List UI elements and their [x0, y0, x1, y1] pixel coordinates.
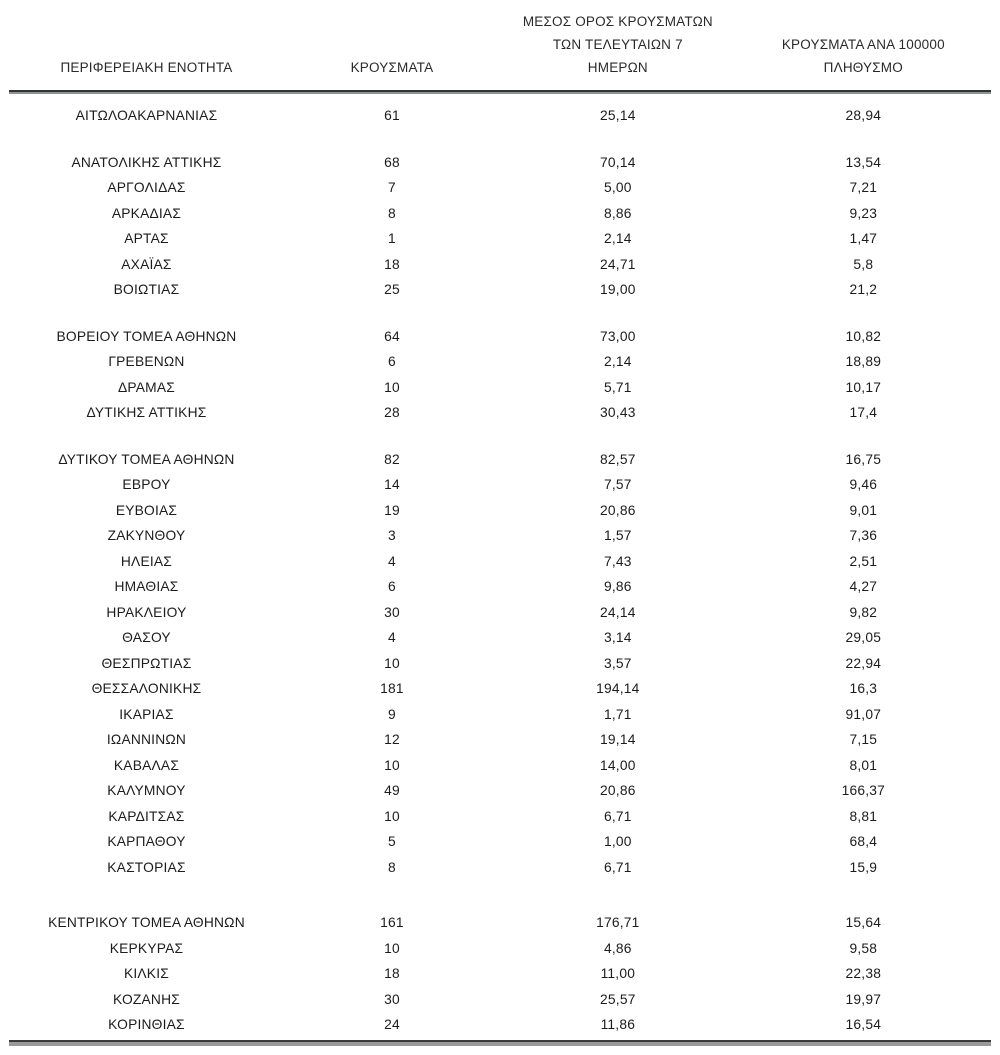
- cell-region: ΔΡΑΜΑΣ: [117, 379, 175, 395]
- cell-region: ΖΑΚΥΝΘΟΥ: [107, 528, 186, 543]
- cell-region: ΑΧΑΪΑΣ: [121, 256, 172, 272]
- cell-cases: 6: [388, 579, 396, 594]
- table-row: [9, 829, 991, 855]
- cell-cases: 5: [388, 834, 396, 849]
- cell-per100k: 68,4: [849, 834, 878, 849]
- cell-cases: 18: [384, 256, 400, 272]
- cell-region: ΔΥΤΙΚΟΥ ΤΟΜΕΑ ΑΘΗΝΩΝ: [58, 451, 235, 467]
- header-cases-line: ΚΡΟΥΣΜΑΤΑ: [350, 60, 434, 75]
- table-row: [9, 150, 991, 176]
- header-region-line: ΠΕΡΙΦΕΡΕΙΑΚΗ ΕΝΟΤΗΤΑ: [60, 60, 233, 75]
- cell-per100k: 1,47: [849, 231, 878, 246]
- group-gap: [9, 880, 991, 910]
- cell-avg7: 6,71: [603, 808, 632, 824]
- cell-region: ΚΑΒΑΛΑΣ: [113, 757, 180, 773]
- cell-cases: 8: [388, 205, 396, 221]
- cell-per100k: 22,38: [845, 966, 882, 981]
- cell-avg7: 9,86: [603, 579, 632, 594]
- cell-avg7: 7,43: [603, 553, 632, 569]
- cell-per100k: 28,94: [845, 108, 882, 123]
- table-row: [9, 201, 991, 227]
- cell-cases: 49: [384, 783, 400, 798]
- cell-avg7: 24,71: [600, 256, 636, 272]
- cell-avg7: 4,86: [603, 940, 632, 956]
- cell-region: ΑΡΤΑΣ: [124, 231, 169, 246]
- table-row: [9, 987, 991, 1013]
- cell-avg7: 1,00: [603, 834, 632, 849]
- cell-avg7: 20,86: [600, 783, 636, 798]
- table-row: [9, 651, 991, 677]
- table-row: [9, 936, 991, 962]
- cell-per100k: 15,9: [849, 859, 878, 875]
- cell-avg7: 1,57: [603, 528, 632, 543]
- cell-avg7: 5,71: [603, 379, 632, 395]
- header-region: [9, 56, 284, 79]
- group-gap: [9, 303, 991, 324]
- cell-region: ΑΡΚΑΔΙΑΣ: [111, 205, 182, 221]
- header-avg7: [500, 10, 736, 79]
- cell-region: ΘΑΣΟΥ: [122, 630, 171, 645]
- cell-cases: 9: [388, 706, 396, 722]
- cell-per100k: 9,58: [849, 940, 878, 956]
- table-row: [9, 1012, 991, 1038]
- cell-per100k: 16,75: [845, 451, 882, 467]
- header-avg7-line2: ΤΩΝ ΤΕΛΕΥΤΑΙΩΝ 7: [552, 37, 683, 52]
- cell-cases: 7: [388, 180, 396, 195]
- cell-per100k: 7,15: [849, 732, 878, 747]
- cell-region: ΚΙΛΚΙΣ: [123, 966, 169, 981]
- cell-region: ΕΥΒΟΙΑΣ: [115, 502, 178, 518]
- cell-per100k: 16,54: [845, 1017, 882, 1032]
- cell-avg7: 19,14: [600, 732, 636, 747]
- cell-cases: 8: [388, 859, 396, 875]
- cell-per100k: 2,51: [849, 553, 878, 569]
- cell-region: ΚΑΣΤΟΡΙΑΣ: [107, 859, 186, 875]
- cell-cases: 10: [384, 940, 400, 956]
- cell-region: ΙΚΑΡΙΑΣ: [119, 706, 174, 722]
- cell-avg7: 30,43: [600, 405, 636, 420]
- cell-region: ΚΟΖΑΝΗΣ: [112, 991, 180, 1007]
- table-row: [9, 574, 991, 600]
- cell-avg7: 73,00: [600, 328, 636, 344]
- cell-region: ΑΝΑΤΟΛΙΚΗΣ ΑΤΤΙΚΗΣ: [71, 154, 222, 170]
- cell-avg7: 25,14: [600, 108, 636, 123]
- cell-avg7: 2,14: [603, 354, 632, 369]
- cell-avg7: 11,86: [600, 1017, 636, 1032]
- cell-per100k: 10,17: [845, 379, 882, 395]
- cell-cases: 10: [384, 808, 400, 824]
- table-row: [9, 252, 991, 278]
- cell-per100k: 18,89: [845, 354, 882, 369]
- cell-per100k: 10,82: [845, 328, 882, 344]
- cell-cases: 24: [384, 1017, 400, 1032]
- cell-cases: 30: [384, 991, 400, 1007]
- table-row: [9, 676, 991, 702]
- cell-cases: 19: [384, 502, 400, 518]
- table-row: [9, 103, 991, 129]
- header-per100k: [736, 33, 991, 79]
- cell-avg7: 2,14: [603, 231, 632, 246]
- cell-avg7: 70,14: [600, 154, 636, 170]
- cell-per100k: 22,94: [845, 655, 882, 671]
- cell-region: ΕΒΡΟΥ: [122, 477, 171, 492]
- header-cases: [284, 56, 500, 79]
- group-gap: [9, 129, 991, 150]
- cell-avg7: 194,14: [596, 681, 640, 696]
- table-row: [9, 961, 991, 987]
- cell-cases: 68: [384, 154, 400, 170]
- table-body: [9, 94, 991, 1038]
- cell-cases: 10: [384, 655, 400, 671]
- cell-avg7: 19,00: [600, 282, 636, 297]
- cell-cases: 10: [384, 757, 400, 773]
- cell-cases: 3: [388, 528, 396, 543]
- cell-per100k: 13,54: [845, 154, 882, 170]
- cell-cases: 12: [384, 732, 400, 747]
- cell-per100k: 21,2: [849, 282, 878, 297]
- cell-region: ΒΟΡΕΙΟΥ ΤΟΜΕΑ ΑΘΗΝΩΝ: [56, 328, 237, 344]
- cell-avg7: 8,86: [603, 205, 632, 221]
- cell-region: ΗΜΑΘΙΑΣ: [114, 579, 179, 594]
- table-row: [9, 753, 991, 779]
- cell-region: ΓΡΕΒΕΝΩΝ: [108, 354, 185, 369]
- cell-cases: 25: [384, 282, 400, 297]
- header-per100k-line2: ΠΛΗΘΥΣΜΟ: [823, 60, 903, 75]
- table-header-row: [9, 10, 991, 90]
- cell-per100k: 9,46: [849, 477, 878, 492]
- cell-per100k: 29,05: [845, 630, 882, 645]
- table-row: [9, 324, 991, 350]
- cell-region: ΙΩΑΝΝΙΝΩΝ: [106, 732, 187, 747]
- cell-avg7: 14,00: [600, 757, 636, 773]
- cell-per100k: 5,8: [853, 256, 874, 272]
- table-row: [9, 175, 991, 201]
- cell-cases: 28: [384, 405, 400, 420]
- cell-avg7: 82,57: [600, 451, 636, 467]
- table-row: [9, 804, 991, 830]
- table-row: [9, 600, 991, 626]
- cell-cases: 4: [388, 553, 396, 569]
- cell-per100k: 9,23: [849, 205, 878, 221]
- table-row: [9, 910, 991, 936]
- footer-rule: [9, 1040, 991, 1046]
- table-row: [9, 447, 991, 473]
- cell-cases: 4: [388, 630, 396, 645]
- cell-region: ΗΡΑΚΛΕΙΟΥ: [106, 604, 187, 620]
- table-row: [9, 349, 991, 375]
- cell-region: ΑΙΤΩΛΟΑΚΑΡΝΑΝΙΑΣ: [75, 108, 218, 123]
- group-gap: [9, 426, 991, 447]
- cell-cases: 82: [384, 451, 400, 467]
- cell-per100k: 17,4: [849, 405, 878, 420]
- table-row: [9, 226, 991, 252]
- cell-region: ΒΟΙΩΤΙΑΣ: [113, 282, 180, 297]
- cell-avg7: 24,14: [600, 604, 636, 620]
- cell-avg7: 20,86: [600, 502, 636, 518]
- cell-avg7: 3,57: [603, 655, 632, 671]
- cell-region: ΑΡΓΟΛΙΔΑΣ: [107, 180, 186, 195]
- cell-region: ΘΕΣΠΡΩΤΙΑΣ: [101, 655, 192, 671]
- cell-avg7: 5,00: [603, 180, 632, 195]
- cell-cases: 30: [384, 604, 400, 620]
- table-row: [9, 498, 991, 524]
- cell-avg7: 1,71: [603, 706, 632, 722]
- cell-cases: 14: [384, 477, 400, 492]
- cell-region: ΚΑΡΠΑΘΟΥ: [107, 834, 186, 849]
- cell-avg7: 11,00: [600, 966, 636, 981]
- cell-cases: 18: [384, 966, 400, 981]
- table-row: [9, 625, 991, 651]
- cell-region: ΔΥΤΙΚΗΣ ΑΤΤΙΚΗΣ: [86, 405, 207, 420]
- cell-cases: 6: [388, 354, 396, 369]
- cell-per100k: 9,82: [849, 604, 878, 620]
- cell-per100k: 91,07: [845, 706, 882, 722]
- cell-region: ΚΕΡΚΥΡΑΣ: [109, 940, 184, 956]
- cell-avg7: 25,57: [600, 991, 636, 1007]
- cell-cases: 10: [384, 379, 400, 395]
- cell-per100k: 8,81: [849, 808, 878, 824]
- cell-region: ΚΕΝΤΡΙΚΟΥ ΤΟΜΕΑ ΑΘΗΝΩΝ: [48, 915, 245, 930]
- cell-per100k: 7,21: [849, 180, 878, 195]
- cell-region: ΗΛΕΙΑΣ: [120, 553, 173, 569]
- cell-avg7: 6,71: [603, 859, 632, 875]
- table-row: [9, 855, 991, 881]
- cell-cases: 181: [380, 681, 404, 696]
- cell-per100k: 15,64: [845, 915, 882, 930]
- table-row: [9, 702, 991, 728]
- cell-cases: 161: [380, 915, 404, 930]
- cell-per100k: 4,27: [849, 579, 878, 594]
- header-avg7-line1: ΜΕΣΟΣ ΟΡΟΣ ΚΡΟΥΣΜΑΤΩΝ: [522, 14, 713, 29]
- table-row: [9, 549, 991, 575]
- header-per100k-line1: ΚΡΟΥΣΜΑΤΑ ΑΝΑ 100000: [781, 37, 945, 52]
- table-row: [9, 400, 991, 426]
- cell-per100k: 19,97: [845, 991, 882, 1007]
- table-row: [9, 375, 991, 401]
- header-avg7-line3: ΗΜΕΡΩΝ: [587, 60, 648, 75]
- table-row: [9, 277, 991, 303]
- cell-per100k: 16,3: [849, 681, 878, 696]
- cell-cases: 61: [384, 108, 400, 123]
- cell-cases: 64: [384, 328, 400, 344]
- cell-avg7: 7,57: [603, 477, 632, 492]
- table-row: [9, 778, 991, 804]
- cell-region: ΚΟΡΙΝΘΙΑΣ: [108, 1017, 185, 1032]
- cell-avg7: 3,14: [603, 630, 632, 645]
- table-row: [9, 523, 991, 549]
- cell-per100k: 166,37: [841, 783, 886, 798]
- table-row: [9, 727, 991, 753]
- cell-region: ΚΑΡΔΙΤΣΑΣ: [108, 808, 185, 824]
- cell-cases: 1: [388, 231, 396, 246]
- cell-region: ΘΕΣΣΑΛΟΝΙΚΗΣ: [91, 681, 202, 696]
- cell-per100k: 7,36: [849, 528, 878, 543]
- cell-per100k: 9,01: [849, 502, 878, 518]
- table-row: [9, 472, 991, 498]
- cell-region: ΚΑΛΥΜΝΟΥ: [107, 783, 186, 798]
- cell-avg7: 176,71: [596, 915, 640, 930]
- cell-per100k: 8,01: [849, 757, 878, 773]
